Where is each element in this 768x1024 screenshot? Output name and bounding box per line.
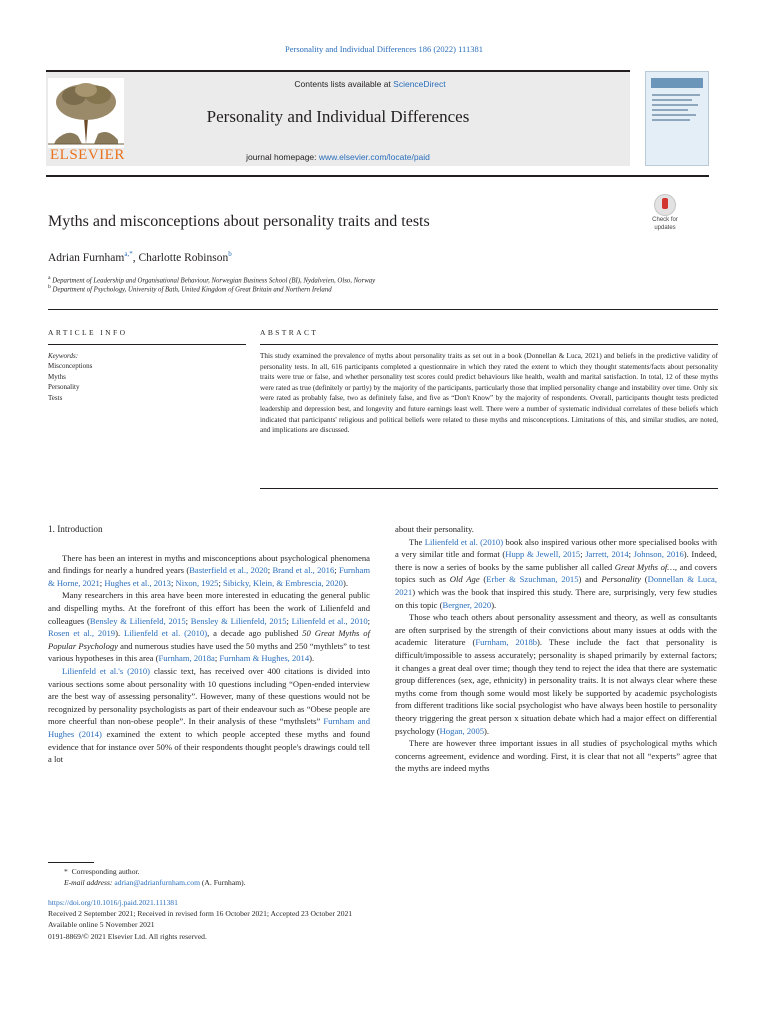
citation-link[interactable]: Jarrett, 2014 <box>585 549 629 560</box>
body-text: Those who teach others about personality assessment and theory, as well as consultants are often surprised by the strength of their convictions about many issues at odds with the academic literature ( <box>395 612 717 648</box>
body-text: There are however three important issues in all studies of psychological myths which concerns agreement, evidence and wording. First, it is clear that not all “experts” agree that the myths are indeed myths <box>395 738 717 774</box>
body-text: ; <box>334 565 339 576</box>
affiliation-a <box>48 275 375 284</box>
italic-text: 50 Great Myths of Popular Psychology <box>48 628 370 651</box>
citation-link[interactable]: Nixon, 1925 <box>175 577 219 588</box>
citation-link[interactable]: Lilienfeld et al. (2010) <box>424 536 504 547</box>
body-text: examined the extent to which people accepted these myths and found evidence that for instance over 50% of their respondents thought people's drawings could tell a lot <box>48 728 370 765</box>
body-column-left <box>48 523 370 766</box>
corresponding-author-text: Corresponding author. <box>71 867 140 876</box>
body-paragraph <box>395 737 717 775</box>
article-info-rule <box>48 344 246 345</box>
citation-link[interactable]: Furnham & Horne, 2021 <box>48 565 370 588</box>
citation-link[interactable]: Brand et al., 2016 <box>272 565 335 576</box>
affiliation-mark: b <box>48 284 51 290</box>
keywords-label: Keywords: <box>48 352 79 360</box>
footnotes <box>48 866 246 888</box>
right-column-paragraphs <box>395 523 717 775</box>
body-paragraph <box>48 589 370 665</box>
article-info-heading: ARTICLE INFO <box>48 328 128 337</box>
body-text: ) and <box>578 574 602 585</box>
journal-title: Personality and Individual Differences <box>206 107 470 126</box>
body-text: ; <box>218 577 223 588</box>
body-text: ). <box>309 653 315 664</box>
affiliation-rule <box>48 309 718 310</box>
body-text: classic text, has received over 400 citations is divided into various sections some about personality with 10 questions including “Open-ended interview are the best way of assessing personality”. However, many of these questions would not be recognized by personality psychologists as part of their endeavour such as “Obese people are more cheerful than non-obese people”. In their analysis of these “mythslets” <box>48 665 371 727</box>
body-text: ). <box>484 725 490 736</box>
body-text: ; <box>628 549 634 560</box>
body-paragraph <box>48 552 370 590</box>
publisher-wordmark: ELSEVIER <box>50 147 125 163</box>
abstract-bottom-rule <box>260 488 718 489</box>
citation-link[interactable]: Hogan, 2005 <box>439 725 485 736</box>
citation-link[interactable]: Hupp & Jewell, 2015 <box>505 549 581 560</box>
running-head[interactable]: Personality and Individual Differences 186 (2022) 111381 <box>285 44 483 54</box>
abstract-heading: ABSTRACT <box>260 328 319 337</box>
author-list <box>48 250 232 264</box>
affiliation-b <box>48 284 332 293</box>
body-text: book also inspired various other more specialised books with a very similar title and format ( <box>395 536 717 560</box>
keyword-item: Myths <box>48 372 66 381</box>
check-updates-label-2: updates <box>654 225 676 231</box>
check-updates-label-1: Check for <box>652 217 678 223</box>
body-text: , and covers topics such as <box>395 561 717 585</box>
journal-homepage-link[interactable]: www.elsevier.com/locate/paid <box>318 152 430 162</box>
publication-info <box>48 897 352 942</box>
body-text: There has been an interest in myths and misconceptions about psychological phenomena and findings for nearly a hundred years ( <box>48 552 370 576</box>
citation-link[interactable]: Lilienfeld et al., 2010 <box>291 615 368 626</box>
body-text: ; <box>214 653 220 664</box>
citation-link[interactable]: Bensley & Lilienfeld, 2015 <box>89 615 186 626</box>
italic-text: Great Myths of… <box>614 561 675 572</box>
left-column-paragraphs <box>48 552 370 766</box>
affiliation-text: Department of Psychology, University of Bath, United Kingdom of Great Britain and Northern Ireland <box>52 286 332 294</box>
body-text: ; <box>267 565 273 576</box>
affiliation-mark: a <box>48 275 51 281</box>
cover-line <box>652 119 690 121</box>
doi-link[interactable]: https://doi.org/10.1016/j.paid.2021.111381 <box>48 898 178 907</box>
cover-line <box>652 104 698 106</box>
corresponding-author-note <box>48 866 246 877</box>
body-text: , a decade ago published <box>207 628 303 639</box>
body-text: ). <box>342 577 348 588</box>
email-label: E-mail address: <box>64 878 113 888</box>
received-dates: Received 2 September 2021; Received in revised form 16 October 2021; Accepted 23 October 2021 <box>48 909 353 919</box>
body-paragraph <box>395 523 717 536</box>
keyword-item: Personality <box>48 383 80 392</box>
citation-link[interactable]: Bergner, 2020 <box>442 599 492 610</box>
keywords-block <box>48 351 92 403</box>
journal-cover-thumbnail[interactable] <box>645 71 709 166</box>
author-affiliation-mark[interactable]: a,* <box>124 250 133 258</box>
contents-prefix: Contents lists available at <box>294 79 394 89</box>
journal-homepage-line <box>48 152 628 162</box>
body-paragraph <box>395 611 717 737</box>
citation-link[interactable]: Hughes et al., 2013 <box>104 577 171 588</box>
body-text: ). Indeed, there is now a series of books by the same publisher all called <box>395 549 717 572</box>
author-separator: , <box>132 251 139 264</box>
cover-title-band <box>651 78 703 88</box>
citation-link[interactable]: Erber & Szuchman, 2015 <box>486 574 579 585</box>
author-name[interactable]: Charlotte Robinson <box>138 251 229 264</box>
citation-link[interactable]: Johnson, 2016 <box>633 549 684 560</box>
body-column-right <box>395 523 717 775</box>
body-text: ). <box>115 628 125 639</box>
body-text: ; <box>99 577 105 588</box>
masthead-rule <box>46 175 709 177</box>
citation-link[interactable]: Lilienfeld et al. (2010) <box>124 628 208 639</box>
body-text: ; <box>170 577 176 588</box>
body-text: ) which was the book that inspired this study. There are, surprisingly, very few studies on this topic ( <box>395 586 717 610</box>
copyright: 0191-8869/© 2021 Elsevier Ltd. All rights reserved. <box>48 931 207 941</box>
body-text: ; <box>580 549 586 560</box>
italic-text: Old Age <box>449 574 480 585</box>
citation-link[interactable]: Rosen et al., 2019 <box>48 628 116 639</box>
keyword-item: Tests <box>48 393 63 402</box>
body-text: ; <box>185 615 191 626</box>
keyword-item: Misconceptions <box>48 362 93 371</box>
citation-link[interactable]: Sibicky, Klein, & Embrescia, 2020 <box>223 577 343 588</box>
check-for-updates-icon <box>654 194 676 216</box>
available-online: Available online 5 November 2021 <box>48 920 155 930</box>
body-text: Many researchers in this area have been more interested in educating the general public and dispelling myths. At the forefront of this effort has been the work of Lilienfeld and colleagues ( <box>48 590 370 626</box>
body-text: The <box>409 536 425 547</box>
cover-line <box>652 99 692 101</box>
body-text: ). These include the fact that personality is difficult/impossible to assess accurately; personality is shaped primarily by external factors; it changes a great deal over time; though they tend to reject the idea that there are systematic group differences (sex, age, ethnicity) in personality traits. It is not always clear where these myths come from though some would most likely be supported by academic psychologists from different traditions like social psychologist who have always been hostile to personality theory triggering the great person x situation debate which had a major effect on differential psychology ( <box>395 637 718 736</box>
footnote-asterisk: * <box>64 867 72 876</box>
author-affiliation-mark[interactable]: b <box>228 250 232 258</box>
italic-text: Personality <box>601 574 641 585</box>
homepage-prefix: journal homepage: <box>246 152 319 162</box>
body-text: ). <box>491 599 497 610</box>
body-text: ( <box>479 574 487 585</box>
check-for-updates-button[interactable] <box>646 194 684 234</box>
body-paragraph <box>395 536 717 612</box>
contents-available-line <box>0 79 740 89</box>
email-suffix: (A. Furnham). <box>200 878 246 888</box>
citation-link[interactable]: Furnham and Hughes (2014) <box>48 716 370 739</box>
cover-line <box>652 114 696 116</box>
citation-link[interactable]: Lilienfeld et al.'s (2010) <box>62 665 151 676</box>
section-heading-introduction: 1. Introduction <box>48 524 103 534</box>
body-text: ; <box>286 615 292 626</box>
cover-line <box>652 109 688 111</box>
citation-link[interactable]: Furnham, 2018b <box>475 637 538 648</box>
author-name[interactable]: Adrian Furnham <box>48 251 125 264</box>
citation-link[interactable]: Bensley & Lilienfeld, 2015 <box>190 615 287 626</box>
affiliation-text: Department of Leadership and Organisational Behaviour, Norwegian Business School (BI), Nydalveien, Olso, Norway <box>52 277 376 285</box>
email-note <box>48 877 246 888</box>
footnote-rule <box>48 862 94 863</box>
article-title: Myths and misconceptions about personality traits and tests <box>48 213 430 230</box>
cover-line <box>652 94 700 96</box>
sciencedirect-link[interactable]: ScienceDirect <box>393 79 446 89</box>
citation-link[interactable]: Basterfield et al., 2020 <box>189 565 268 576</box>
body-paragraph <box>48 665 370 766</box>
body-text: ; <box>367 615 371 626</box>
body-text: about their personality. <box>395 524 474 534</box>
body-text: ( <box>640 574 648 585</box>
email-link[interactable]: adrian@adrianfurnham.com <box>114 878 200 888</box>
citation-link[interactable]: Donnellan & Luca, 2021 <box>395 574 717 597</box>
citation-link[interactable]: Furnham, 2018a <box>158 653 215 664</box>
citation-link[interactable]: Furnham & Hughes, 2014 <box>219 653 310 664</box>
abstract-rule <box>260 344 718 345</box>
body-text: and numerous studies have used the 50 myths and 250 “mythlets” to test various hypotheses in this area ( <box>48 640 370 664</box>
abstract-text: This study examined the prevalence of myths about personality traits as set out in a book (Donnellan & Luca, 2021) and beliefs in the predictive validity of personality tests. In all, 616 participants completed a questionnaire in which they rated the extent to which they thought statements/facts about personality traits were true or false, and whether personality test scores could predict behaviours like health, wealth and marital satisfaction. In total, 12 of these myths were rated as true (definitely or partly) by the majority of the participants, particularly those that implied personality change and instability over time. Only six were rated as probably false, two as definitely false, and five as “Don't Know” by the majority of respondents. Overall, participants thought tests predicted leadership and depression best, and longevity and future earnings least well. There were a number of systematic individual correlates of these beliefs which indicated that participants' religious and political beliefs were related to these myths and misconceptions. Limitations of this, and similar studies, are noted, and implications are discussed. <box>260 352 718 435</box>
